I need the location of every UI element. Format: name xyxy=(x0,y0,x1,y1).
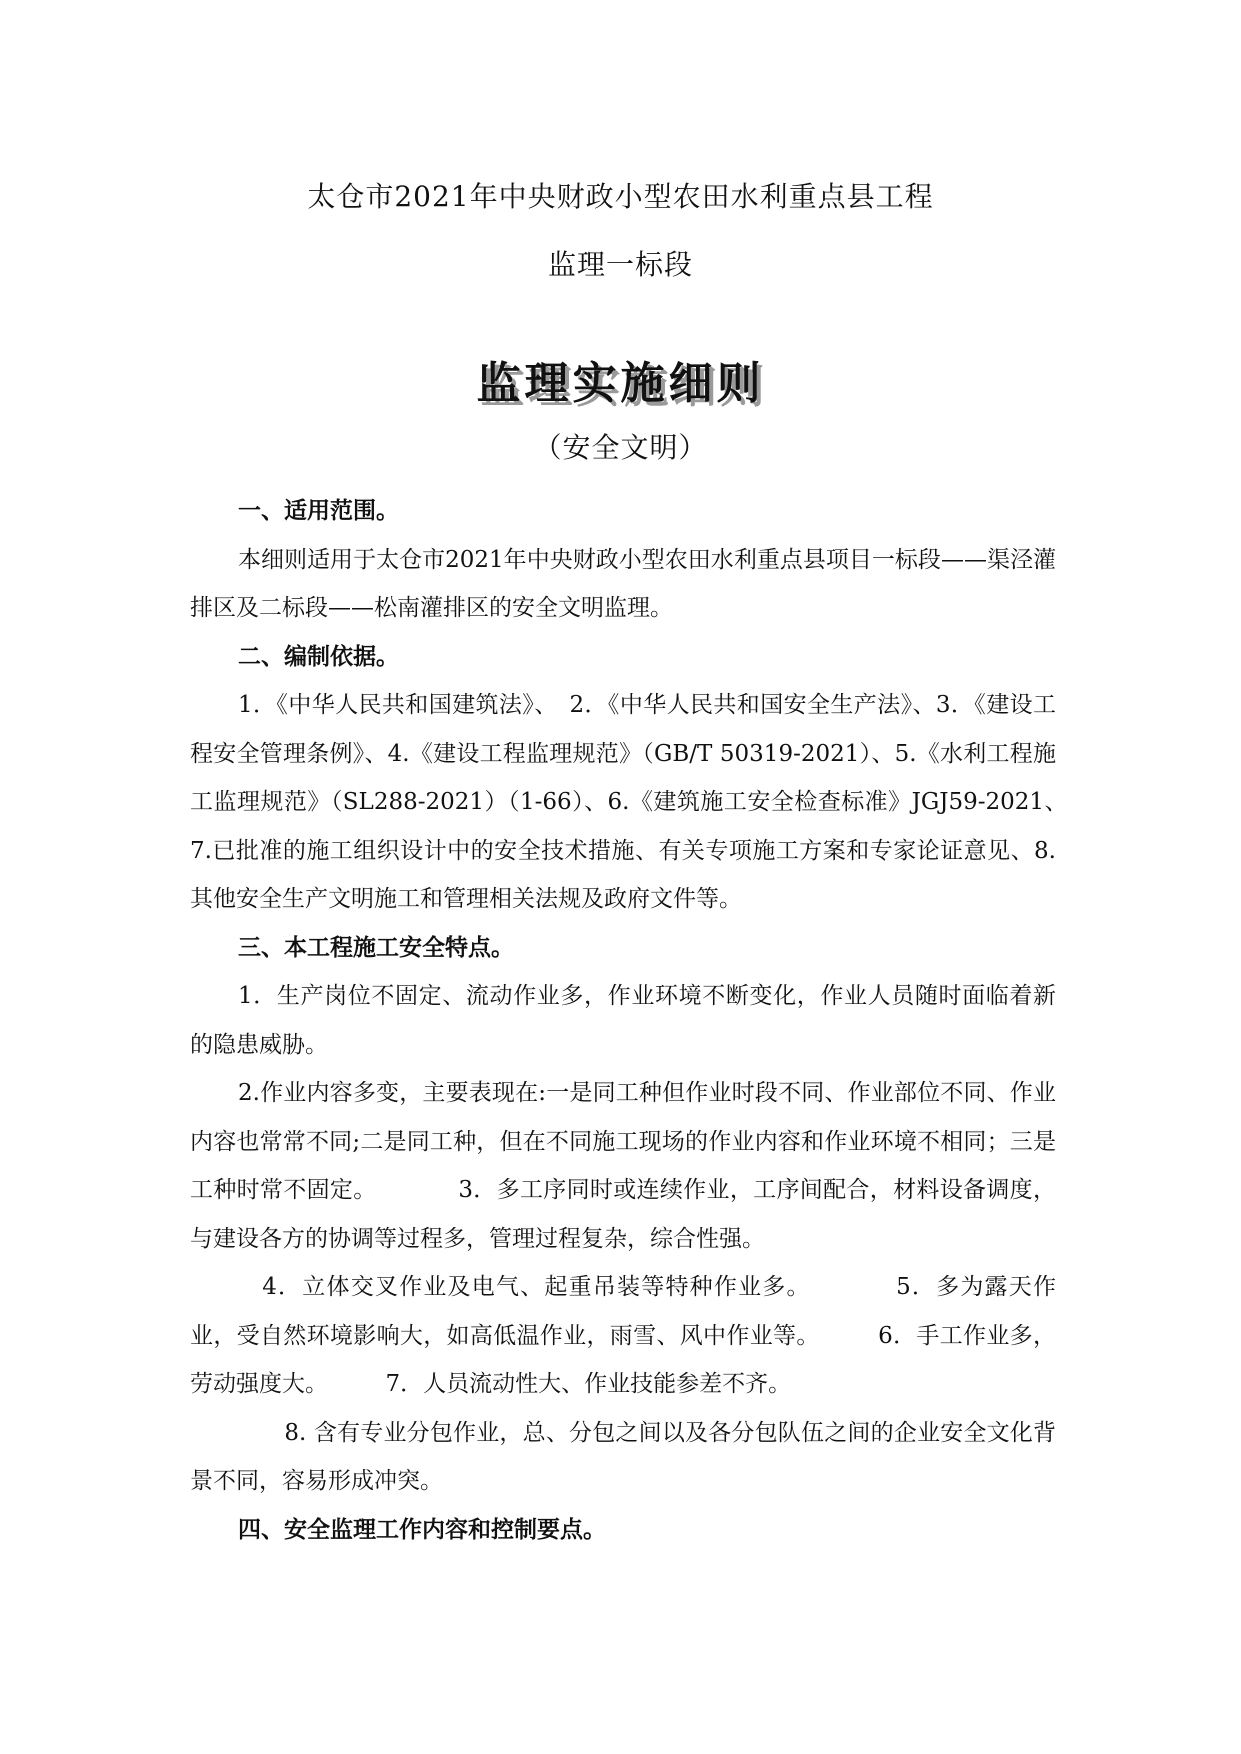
paragraph: 本细则适用于太仓市2021年中央财政小型农田水利重点县项目一标段——渠泾灌排区及二标段——松南灌排区的安全文明监理。 xyxy=(190,546,1056,621)
paragraph: 8. 含有专业分包作业，总、分包之间以及各分包队伍之间的企业安全文化背景不同，容易形成冲突。 xyxy=(190,1419,1056,1494)
section-heading: 一、适用范围。 xyxy=(238,498,399,524)
project-title: 太仓市2021年中央财政小型农田水利重点县工程 xyxy=(307,180,934,213)
paragraph: 4．立体交叉作业及电气、起重吊装等特种作业多。 5．多为露天作业，受自然环境影响大，如高低温作业，雨雪、风中作业等。 6．手工作业多，劳动强度大。 7．人员流动性大、作业技能参差不齐。 xyxy=(190,1274,1056,1397)
section-heading: 二、编制依据。 xyxy=(238,643,399,670)
paragraph: 1．生产岗位不固定、流动作业多，作业环境不断变化，作业人员随时面临着新的隐患威胁。 xyxy=(190,983,1056,1058)
main-title: 监理实施细则 xyxy=(476,358,765,409)
subtitle: （安全文明） xyxy=(533,431,708,464)
paragraph: 1．《中华人民共和国建筑法》、 2．《中华人民共和国安全生产法》、3．《建设工程安全管理条例》、4.《建设工程监理规范》（GB/T 50319-2021）、5.《水利工程施工监理规范》（SL288-2021）（1-66）、6.《建筑施工安全检查标准》JGJ59-2021、 7.已批准的施工组织设计中的安全技术措施、有关专项施工方案和专家论证意见、8.其他安全生产文明施工和管理相关法规及政府文件等。 xyxy=(190,692,1079,912)
document-body xyxy=(190,487,1079,1554)
section-heading: 四、安全监理工作内容和控制要点。 xyxy=(238,1516,606,1543)
section-label: 监理一标段 xyxy=(547,248,693,281)
section-heading: 三、本工程施工安全特点。 xyxy=(238,934,514,961)
paragraph: 2.作业内容多变，主要表现在:一是同工种但作业时段不同、作业部位不同、作业内容也常常不同;二是同工种，但在不同施工现场的作业内容和作业环境不相同；三是工种时常不固定。 3．多工序同时或连续作业，工序间配合，材料设备调度，与建设各方的协调等过程多，管理过程复杂，综合性强。 xyxy=(190,1080,1056,1252)
